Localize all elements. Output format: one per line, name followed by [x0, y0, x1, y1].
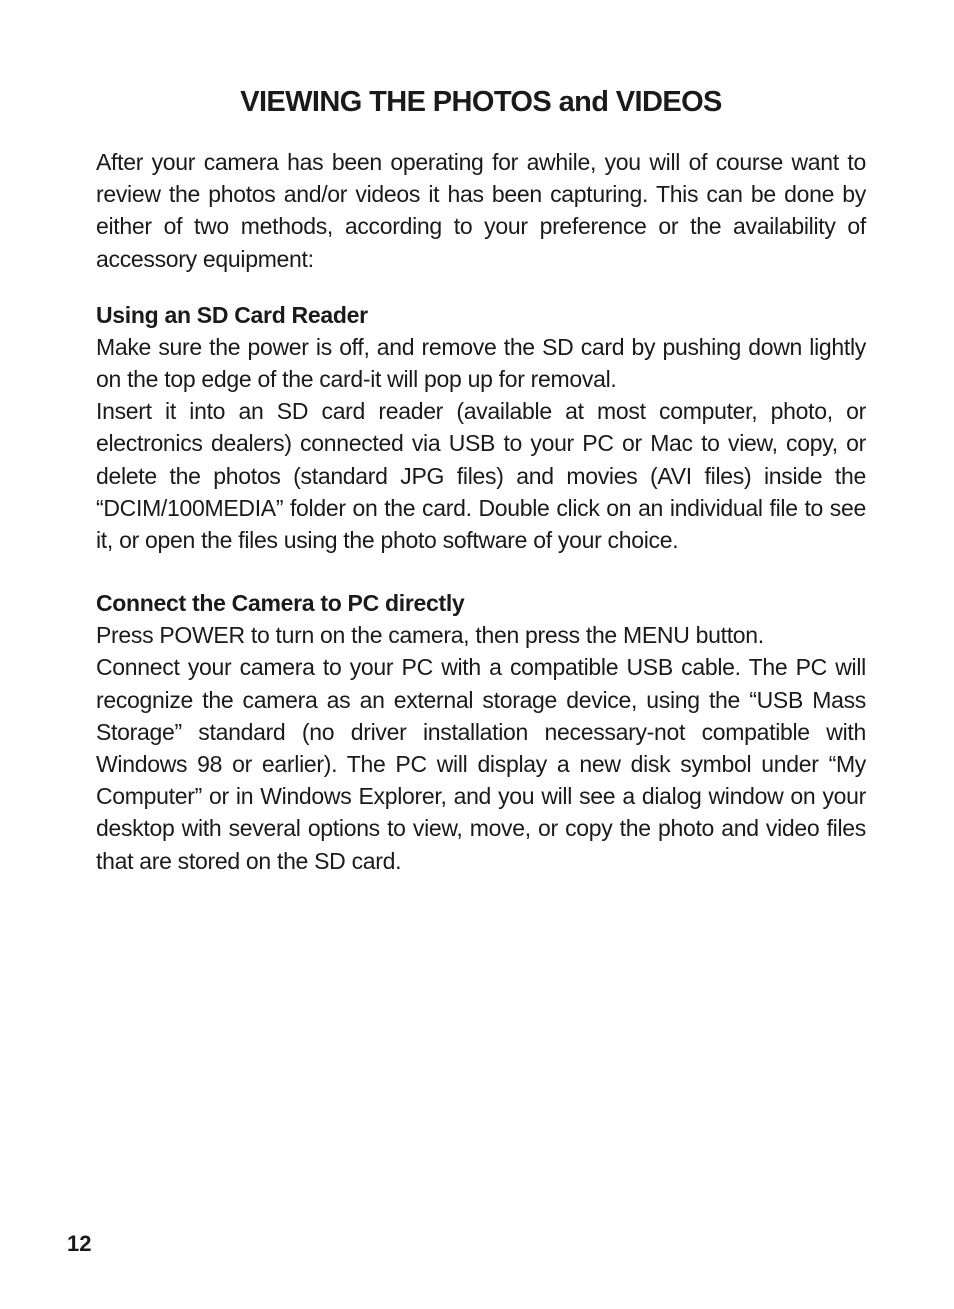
page-title: VIEWING THE PHOTOS and VIDEOS	[240, 86, 722, 118]
page-number: 12	[67, 1231, 92, 1256]
section-sd-card-reader	[96, 299, 866, 556]
intro-paragraph: After your camera has been operating for awhile, you will of course want to review the photos and/or videos it has been capturing. This can be done by either of two methods, according to your preference or the availability of accessory equipment:	[96, 149, 866, 272]
usb-connection-paragraph: Connect your camera to your PC with a compatible USB cable. The PC will recognize the camera as an external storage device, using the “USB Mass Storage” standard (no driver installation necessary-not compatible with Windows 98 or earlier). The PC will display a new disk symbol under “My Computer” or in Windows Explorer, and you will see a dialog window on your desktop with several options to view, move, or copy the photo and video files that are stored on the SD card.	[96, 654, 866, 874]
sd-card-reader-paragraph: Insert it into an SD card reader (available at most computer, photo, or electronics dealers) connected via USB to your PC or Mac to view, copy, or delete the photos (standard JPG files) and movies (AVI files) inside the “DCIM/100MEDIA” folder on the card. Double click on an individual file to see it, or open the files using the photo software of your choice.	[96, 398, 866, 554]
section-heading-sd-card-reader: Using an SD Card Reader	[96, 301, 368, 328]
power-on-paragraph: Press POWER to turn on the camera, then press the MENU button.	[96, 622, 764, 649]
sd-card-removal-paragraph: Make sure the power is off, and remove the SD card by pushing down lightly on the top edge of the card-it will pop up for removal.	[96, 333, 866, 393]
manual-page-content	[96, 84, 866, 877]
section-connect-camera	[96, 587, 866, 877]
section-heading-connect-camera: Connect the Camera to PC directly	[96, 590, 465, 617]
